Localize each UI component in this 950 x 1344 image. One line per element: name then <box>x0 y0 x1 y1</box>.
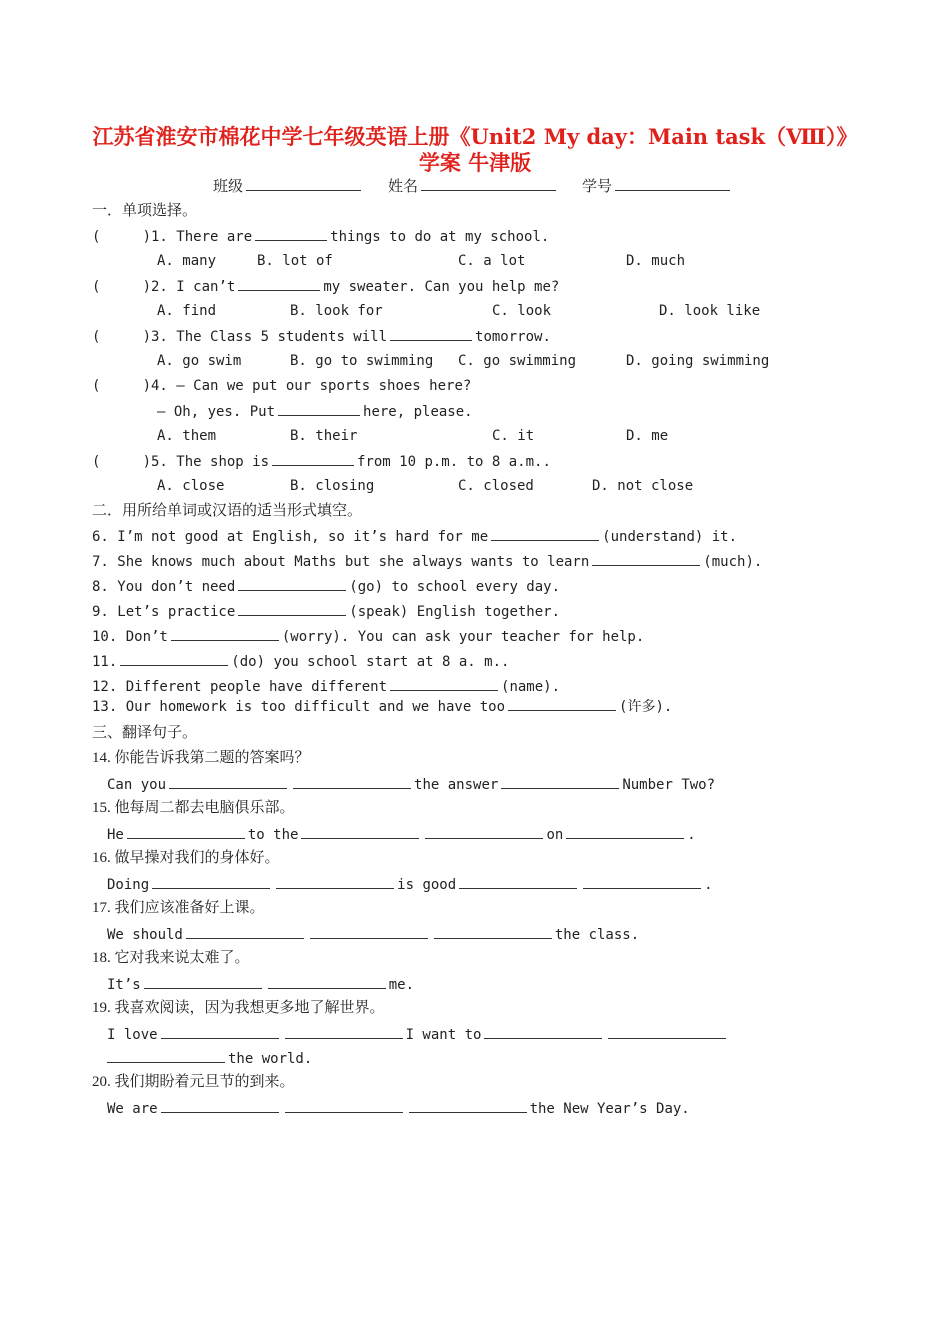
section3-heading: 三、翻译句子。 <box>92 725 198 741</box>
q20-blank-1[interactable] <box>161 1098 279 1113</box>
q20-blank-3[interactable] <box>409 1098 527 1113</box>
question-3: ( )3. The Class 5 students will tomorrow. <box>92 326 551 347</box>
question-20-answer: We are the New Year’s Day. <box>107 1098 690 1119</box>
q3-option-d[interactable]: D. going swimming <box>626 353 770 369</box>
title-line-2: 学案 牛津版 <box>418 150 532 175</box>
q19-blank-5[interactable] <box>107 1048 225 1063</box>
q18-blank-1[interactable] <box>144 974 262 989</box>
q4-option-d[interactable]: D. me <box>626 428 669 444</box>
question-14-answer: Can you the answer Number Two? <box>107 774 715 795</box>
class-label: 班级 <box>213 179 244 195</box>
q17-blank-3[interactable] <box>434 924 552 939</box>
q5-option-a[interactable]: A. close <box>157 478 225 494</box>
title-line-1: 江苏省淮安市棉花中学七年级英语上册《Unit2 My day：Main task（Ⅷ）》 <box>92 124 858 149</box>
question-19-answer-cont: the world. <box>104 1048 312 1069</box>
q5-option-b[interactable]: B. closing <box>290 478 375 494</box>
question-16: 16. 做早操对我们的身体好。 <box>92 850 280 866</box>
name-field <box>388 176 559 197</box>
q9-blank[interactable] <box>238 601 346 616</box>
q3-option-b[interactable]: B. go to swimming <box>290 353 434 369</box>
q2-option-c[interactable]: C. look <box>492 303 552 319</box>
question-18: 18. 它对我来说太难了。 <box>92 950 250 966</box>
q19-blank-4[interactable] <box>608 1024 726 1039</box>
q18-blank-2[interactable] <box>268 974 386 989</box>
q4-option-c[interactable]: C. it <box>492 428 535 444</box>
question-2: ( )2. I can’t my sweater. Can you help me? <box>92 276 559 297</box>
q2-option-d[interactable]: D. look like <box>659 303 761 319</box>
q19-blank-3[interactable] <box>484 1024 602 1039</box>
q16-blank-4[interactable] <box>583 874 701 889</box>
q3-option-c[interactable]: C. go swimming <box>458 353 577 369</box>
q5-option-c[interactable]: C. closed <box>458 478 534 494</box>
q2-blank[interactable] <box>238 276 320 291</box>
question-13: 13. Our homework is too difficult and we have too (许多). <box>92 696 672 717</box>
name-blank[interactable] <box>421 176 556 191</box>
q1-option-d[interactable]: D. much <box>626 253 686 269</box>
question-17-answer: We should the class. <box>107 924 639 945</box>
question-8: 8. You don’t need (go) to school every day. <box>92 576 560 597</box>
question-5: ( )5. The shop is from 10 p.m. to 8 a.m.. <box>92 451 551 472</box>
q8-blank[interactable] <box>238 576 346 591</box>
section1-heading: 一．单项选择。 <box>92 203 198 219</box>
q16-blank-1[interactable] <box>152 874 270 889</box>
q1-blank[interactable] <box>255 226 327 241</box>
question-12: 12. Different people have different (name). <box>92 676 560 697</box>
q14-blank-1[interactable] <box>169 774 287 789</box>
q19-blank-1[interactable] <box>161 1024 279 1039</box>
question-19-answer: I love I want to <box>107 1024 729 1045</box>
q1-option-c[interactable]: C. a lot <box>458 253 526 269</box>
class-field <box>213 176 364 197</box>
q4-option-a[interactable]: A. them <box>157 428 217 444</box>
question-11: 11. (do) you school start at 8 a. m.. <box>92 651 509 672</box>
q3-blank[interactable] <box>390 326 472 341</box>
q19-blank-2[interactable] <box>285 1024 403 1039</box>
q3-option-a[interactable]: A. go swim <box>157 353 242 369</box>
q17-blank-2[interactable] <box>310 924 428 939</box>
section2-heading: 二．用所给单词或汉语的适当形式填空。 <box>92 503 363 519</box>
q15-blank-4[interactable] <box>566 824 684 839</box>
q7-blank[interactable] <box>592 551 700 566</box>
q14-blank-2[interactable] <box>293 774 411 789</box>
q4-option-b[interactable]: B. their <box>290 428 358 444</box>
number-field <box>582 176 733 197</box>
q1-option-a[interactable]: A. many <box>157 253 217 269</box>
q10-blank[interactable] <box>171 626 279 641</box>
q2-option-a[interactable]: A. find <box>157 303 217 319</box>
q6-blank[interactable] <box>491 526 599 541</box>
q15-blank-1[interactable] <box>127 824 245 839</box>
name-label: 姓名 <box>388 179 419 195</box>
question-1: ( )1. There are things to do at my school. <box>92 226 549 247</box>
q15-blank-2[interactable] <box>301 824 419 839</box>
question-10: 10. Don’t (worry). You can ask your teacher for help. <box>92 626 644 647</box>
question-20: 20. 我们期盼着元旦节的到来。 <box>92 1074 295 1090</box>
question-4: ( )4. — Can we put our sports shoes here? <box>92 378 472 394</box>
question-17: 17. 我们应该准备好上课。 <box>92 900 265 916</box>
q15-blank-3[interactable] <box>425 824 543 839</box>
question-7: 7. She knows much about Maths but she always wants to learn (much). <box>92 551 762 572</box>
class-blank[interactable] <box>246 176 361 191</box>
number-blank[interactable] <box>615 176 730 191</box>
q5-option-d[interactable]: D. not close <box>592 478 694 494</box>
question-4-reply: — Oh, yes. Put here, please. <box>157 401 473 422</box>
q1-option-b[interactable]: B. lot of <box>257 253 333 269</box>
q11-blank[interactable] <box>120 651 228 666</box>
q16-blank-2[interactable] <box>276 874 394 889</box>
number-label: 学号 <box>582 179 613 195</box>
question-15-answer: He to the on . <box>107 824 696 845</box>
q4-blank[interactable] <box>278 401 360 416</box>
q12-blank[interactable] <box>390 676 498 691</box>
question-9: 9. Let’s practice (speak) English together. <box>92 601 560 622</box>
question-15: 15. 他每周二都去电脑俱乐部。 <box>92 800 295 816</box>
question-6: 6. I’m not good at English, so it’s hard for me (understand) it. <box>92 526 737 547</box>
q14-blank-3[interactable] <box>501 774 619 789</box>
q2-option-b[interactable]: B. look for <box>290 303 383 319</box>
question-18-answer: It’s me. <box>107 974 414 995</box>
q16-blank-3[interactable] <box>459 874 577 889</box>
q17-blank-1[interactable] <box>186 924 304 939</box>
question-14: 14. 你能告诉我第二题的答案吗？ <box>92 750 310 766</box>
q13-blank[interactable] <box>508 696 616 711</box>
question-19: 19. 我喜欢阅读，因为我想更多地了解世界。 <box>92 1000 385 1016</box>
question-16-answer: Doing is good . <box>107 874 713 895</box>
q20-blank-2[interactable] <box>285 1098 403 1113</box>
q5-blank[interactable] <box>272 451 354 466</box>
